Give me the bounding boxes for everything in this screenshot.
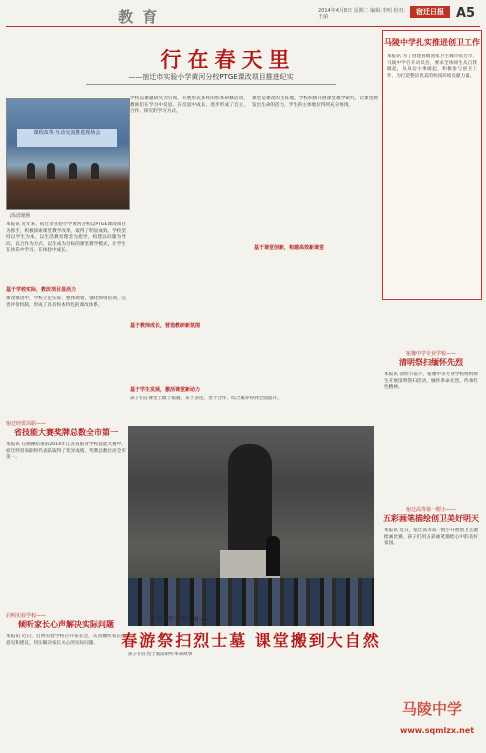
lead-body-col3b: 孩子们在课堂上敢于质疑、乐于表达、善于合作，综合素养得到全面提升。: [130, 396, 282, 401]
left-box-2-body: 本报讯 近日，启明实验学校召开家长会，认真倾听家长的意见和建议，切实解决家长关心的实际问题。: [6, 634, 126, 646]
sidebar-box-1-title: 马陵中学扎实推进创卫工作: [384, 38, 480, 47]
sidebar-box-2: [382, 350, 480, 496]
lead-photo: [6, 98, 130, 210]
section-title: 教 育: [118, 8, 160, 26]
sidebar-box-3-title: 五彩画笔描绘创卫美好明天: [383, 514, 479, 523]
left-box-1: [6, 420, 126, 606]
watermark-url: www.sqmlzx.net: [400, 726, 475, 735]
person-figure: [47, 163, 55, 179]
lead-body-col3: 课堂是课改的主阵地。学校积极开展课堂教学研究，让课堂焕发出生命的活力，学生的主体地位得到充分体现。: [252, 96, 378, 108]
lead-subtitle: ——宿迁市实验小学黄河分校PTGE课改项目推进纪实: [128, 73, 294, 81]
page-number: A5: [456, 6, 476, 21]
feature-kicker: 市第一实小幼儿园——: [150, 616, 211, 623]
sidebar-box-3-body: 本报讯 近日，宿迁高等第一附小开展创卫主题绘画比赛，孩子们用五彩画笔描绘心中的美好家园。: [384, 528, 478, 547]
sidebar-box-2-kicker: 宿豫中学专业学校——: [405, 351, 456, 357]
left-box-1-title: 省技能大赛奖牌总数全市第一: [14, 428, 118, 437]
sidebar-box-2-body: 本报讯 清明节前夕，宿豫中等专业学校组织师生开展清明祭扫活动，缅怀革命先烈，传承红色精神。: [384, 372, 478, 391]
left-box-2: [6, 612, 126, 747]
feature-body: 孩子们在烈士墓前聆听革命故事: [128, 652, 193, 657]
lead-body-col1b: 课改推进中，学校立足实际，整体规划，强化师资培训，完善评价机制，形成了具有校本特色的课改体系。: [6, 296, 126, 308]
sidebar-box-3-kicker: 宿迁高等第一附小——: [405, 507, 456, 513]
newspaper-logo: 宿迁日报: [410, 6, 450, 18]
left-box-1-body: 本报讯 在刚刚结束的2014年江苏省职业学校技能大赛中，宿迁经贸高职校代表队取得了优异成绩，奖牌总数位居全市第一。: [6, 442, 126, 461]
lead-body-col2: 学校以课题研究为引领，开展形式多样的校本研修活动，教师们在学习中反思，在反思中成长，逐步形成了自主、合作、探究的学习方式。: [130, 96, 248, 115]
left-box-2-kicker: 启明实验学校——: [6, 613, 47, 619]
feature-photo: [128, 426, 374, 626]
lead-title-rule: [86, 84, 336, 85]
person-figure: [91, 163, 99, 179]
header-rule: [6, 26, 480, 27]
feature-title: 春游祭扫烈士墓 课堂搬到大自然: [121, 631, 381, 650]
sidebar-box-2-title: 清明祭扫缅怀先烈: [399, 358, 463, 367]
sidebar-box-1: [382, 30, 482, 300]
teacher-figure: [266, 536, 280, 576]
left-box-1-kicker: 宿迁经贸高职——: [6, 421, 47, 427]
person-figure: [27, 163, 35, 179]
lead-subhead-1: 基于学校实际，教改项目显活力: [6, 287, 77, 293]
lead-photo-caption: 活动现场: [10, 213, 31, 219]
sidebar-box-1-body: 本报讯 为了创建省级国家卫生城市宿迁市，马陵中学召开动员会，要求全体师生从自我做起，从身边小事做起，积极参与创卫工作，为打造整洁优美的校园环境贡献力量。: [387, 54, 477, 79]
lead-title: 行在春天里: [160, 47, 296, 72]
lead-subhead-3: 基于课堂创新，构建高效新课堂: [254, 245, 325, 251]
person-figure: [69, 163, 77, 179]
left-box-2-title: 倾听家长心声解决实际问题: [18, 620, 114, 629]
lead-photo-banner: 课程改革·互动交流推进现场会: [17, 129, 117, 147]
lead-body-col1: 本报讯 近年来，宿迁市实验小学黄河分校以PTGE课改项目为抓手，积极探索课堂教学改革，取得了明显成效。学校坚持以学生为本，以生活教育理念为指导，构建以问题为导向、以合作为方式、以生成为目标的课堂教学模式，让学生在快乐中学习、在体验中成长。: [6, 222, 126, 254]
lead-subhead-2: 基于教师成长，营造教研新氛围: [130, 323, 201, 329]
statue-figure: [228, 444, 272, 554]
issue-date: 2014年4月8日 星期二 编辑:李明 校对:王丽: [318, 8, 406, 20]
lead-subhead-4: 基于学生发展，激活课堂新动力: [130, 387, 201, 393]
watermark-brand: 马陵中学: [402, 700, 463, 718]
